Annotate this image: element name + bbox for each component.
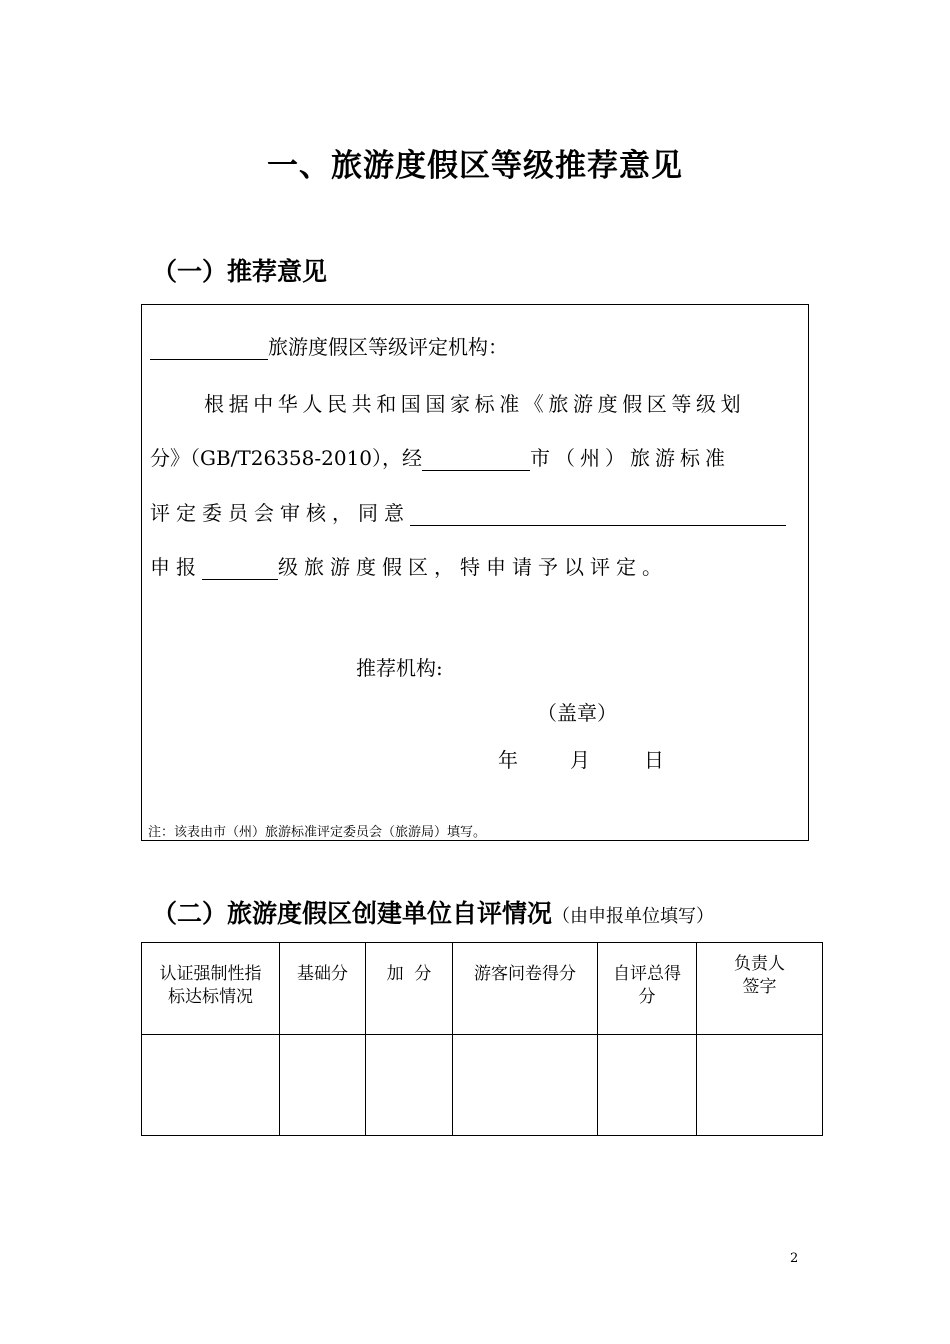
resort-name-blank[interactable] — [410, 503, 786, 526]
para-line-3-text: 评定委员会审核，同意 — [150, 501, 410, 525]
column-header: 自评总得 分 — [598, 943, 697, 1035]
para-line-4-a: 申报 — [150, 555, 202, 579]
city-blank[interactable] — [422, 448, 530, 471]
para-line-2-a: 分》（GB/T26358-2010），经 — [150, 446, 423, 470]
section2-heading — [152, 894, 714, 930]
column-header: 负责人 签字 — [697, 943, 823, 1035]
level-blank[interactable] — [202, 557, 278, 580]
table-cell[interactable] — [280, 1035, 366, 1136]
para-line-4-b: 级旅游度假区，特申请予以评定。 — [278, 555, 668, 579]
table-cell[interactable] — [697, 1035, 823, 1136]
table-header-row — [142, 943, 823, 1035]
table-cell[interactable] — [142, 1035, 280, 1136]
addressee-suffix: 旅游度假区等级评定机构： — [268, 335, 508, 359]
table-cell[interactable] — [598, 1035, 697, 1136]
para-line-4 — [150, 551, 668, 580]
addressee-line — [150, 331, 508, 360]
column-header: 游客问卷得分 — [453, 943, 598, 1035]
date-month: 月 — [570, 748, 590, 772]
table-row — [142, 1035, 823, 1136]
para-line-1: 根据中华人民共和国国家标准《旅游度假区等级划 — [204, 392, 746, 416]
page-title: 一、旅游度假区等级推荐意见 — [267, 148, 683, 184]
page-number: 2 — [790, 1251, 799, 1266]
addressee-blank[interactable] — [150, 337, 268, 360]
column-header: 基础分 — [280, 943, 366, 1035]
para-line-2-b: 市（州）旅游标准 — [530, 446, 731, 470]
date-year: 年 — [498, 748, 518, 772]
section1-heading: （一）推荐意见 — [152, 257, 328, 286]
column-header: 认证强制性指 标达标情况 — [142, 943, 280, 1035]
recommender-label: 推荐机构: — [356, 656, 443, 680]
date-day: 日 — [644, 748, 664, 772]
seal-label: （盖章） — [537, 701, 617, 725]
para-line-2 — [150, 442, 730, 471]
section2-heading-text: （二）旅游度假区创建单位自评情况 — [152, 899, 553, 928]
column-header: 加 分 — [366, 943, 453, 1035]
section2-heading-note: （由申报单位填写） — [552, 906, 715, 927]
table-cell[interactable] — [366, 1035, 453, 1136]
table-cell[interactable] — [453, 1035, 598, 1136]
form-note: 注：该表由市（州）旅游标准评定委员会（旅游局）填写。 — [148, 825, 487, 840]
self-evaluation-table — [141, 942, 823, 1136]
para-line-3 — [150, 497, 786, 526]
